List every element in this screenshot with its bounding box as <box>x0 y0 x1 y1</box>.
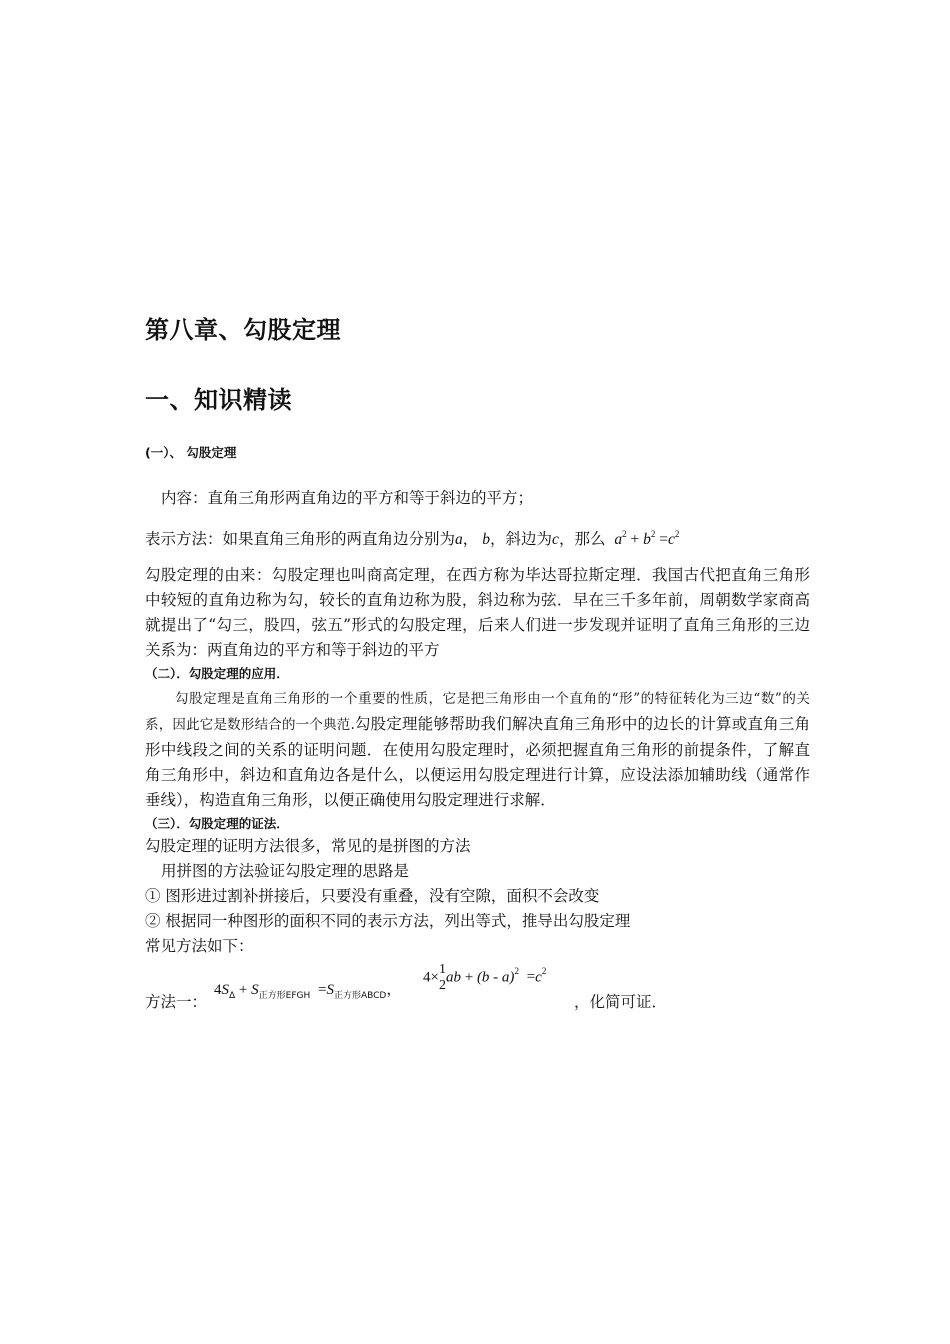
var-a: a <box>455 531 463 548</box>
subsection-heading-1: (一）、 勾股定理 <box>145 445 237 460</box>
chapter-title: 第八章、勾股定理 <box>145 316 341 344</box>
application-rest: 勾股定理能够帮助我们解决直角三角形中的边长的计算或直角三角形中线段之间的关系的证明问题．在使用勾股定理时，必须把握直角三角形的前提条件，了解直角三角形中，斜边和直角边各是什么，以便运用勾股定理进行计算，应设法添加辅助线（通常作垂线），构造直角三角形，以便正确使用勾股定理进行求解． <box>145 715 810 809</box>
method-one-equation-2: 4× 1 2 ab + $(b - a)^2 =c^2$ <box>423 962 547 993</box>
theorem-content: 内容：直角三角形两直角边的平方和等于斜边的平方； <box>161 489 534 507</box>
comma: ， <box>462 530 479 548</box>
pythagorean-formula: $a^2 + b^2 =c^2$ <box>614 529 680 548</box>
proof-step-1: ① 图形进过割补拼接后，只要没有重叠，没有空隙，面积不会改变 <box>145 887 600 905</box>
method-one-tail: ，化简可证． <box>574 993 668 1011</box>
application-first-sentence: 勾股定理是直角三角形的一个重要的性质，它是把三角形由一个直角的“形”的特征转化为三边“数”的关系，因此它是数形结合的一个典范. <box>145 691 810 733</box>
fraction-one-half: 1 2 <box>438 962 446 993</box>
representation-line <box>145 527 679 554</box>
var-c: c <box>552 531 559 548</box>
application-paragraph <box>145 686 810 813</box>
representation-prefix: 表示方法：如果直角三角形的两直角边分别为 <box>145 530 456 548</box>
proof-step-2: ② 根据同一种图形的面积不同的表示方法，列出等式，推导出勾股定理 <box>145 912 631 930</box>
subsection-heading-3: （三）．勾股定理的证法． <box>145 816 289 831</box>
proof-line-2: 用拼图的方法验证勾股定理的思路是 <box>161 862 410 880</box>
then-text: ，那么 <box>558 530 606 548</box>
common-methods-label: 常见方法如下： <box>145 937 254 955</box>
section-title: 一、知识精读 <box>145 386 292 414</box>
proof-line-1: 勾股定理的证明方法很多，常见的是拼图的方法 <box>145 837 471 855</box>
method-one-label: 方法一： <box>145 993 208 1011</box>
subsection-heading-2: （二）．勾股定理的应用． <box>145 666 289 681</box>
hypotenuse-text: ，斜边为 <box>490 530 553 548</box>
var-b: b <box>482 531 491 548</box>
origin-paragraph: 勾股定理的由来：勾股定理也叫商高定理，在西方称为毕达哥拉斯定理．我国古代把直角三角形中较短的直角边称为勾，较长的直角边称为股，斜边称为弦．早在三千多年前，周朝数学家商高就提出了“勾三，股四，弦五”形式的勾股定理，后来人们进一步发现并证明了直角三角形的三边关系为：两直角边的平方和等于斜边的平方 <box>145 566 810 659</box>
method-one-equation-1: $4S_\Delta + S_{正方形EFGH} =S_{正方形ABCD}$， <box>214 982 402 1001</box>
